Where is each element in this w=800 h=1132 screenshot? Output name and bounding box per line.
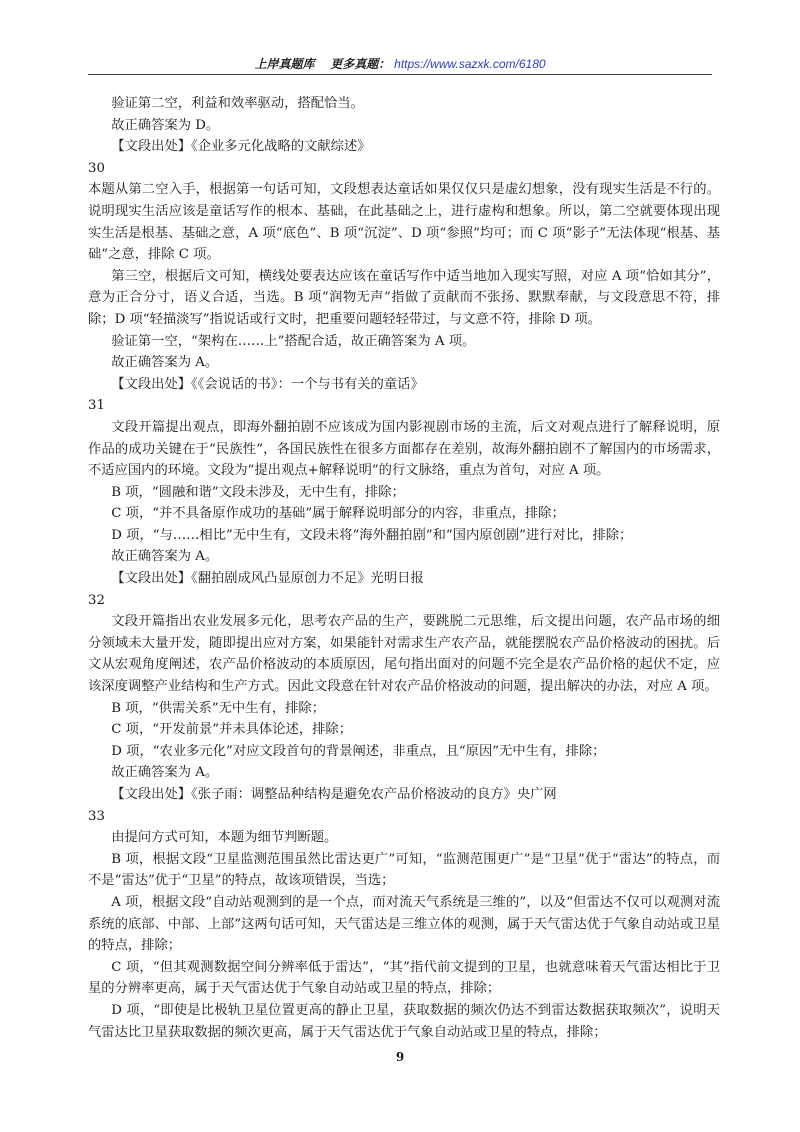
question-number: 33 xyxy=(88,808,105,824)
page-number: 9 xyxy=(395,1050,405,1064)
option-analysis: C 项，“但其观测数据空间分辨率低于雷达”，“其”指代前文提到的卫星，也就意味着天气雷达相比于卫星的分辨率更高，属于天气雷达优于气象自动站或卫星的特点，排除； xyxy=(88,959,720,997)
header-url-link[interactable]: https://www.sazxk.com/6180 xyxy=(394,57,546,71)
option-analysis: C 项，“并不具备原作成功的基础”属于解释说明部分的内容，非重点，排除； xyxy=(111,506,565,522)
answer-line: 故正确答案为 A。 xyxy=(111,549,219,565)
page-header xyxy=(88,56,712,72)
analysis-paragraph: 本题从第二空入手，根据第一句话可知，文段想表达童话如果仅仅只是虚幻想象，没有现实生活是不行的。说明现实生活应该是童话写作的根本、基础，在此基础之上，进行虚构和想象。所以，第二空就要体现出现实生活是根基、基础之意，A 项“底色”、B 项“沉淀”、D 项“参照”均可；而 C 项“影子”无法体现“根基、基础”之意，排除 C 项。 xyxy=(88,182,720,263)
option-analysis: B 项，根据文段“卫星监测范围虽然比雷达更广”可知，“监测范围更广”是“卫星”优于“雷达”的特点，而不是“雷达”优于“卫星”的特点，故该项错误，当选； xyxy=(88,851,720,889)
answer-line: 故正确答案为 D。 xyxy=(111,117,220,133)
option-analysis: C 项，“开发前景”并未具体论述，排除； xyxy=(111,722,353,738)
option-analysis: A 项，根据文段“自动站观测到的是一个点，而对流天气系统是三维的”，以及“但雷达不仅可以观测对流系统的底部、中部、上部”这两句话可知，天气雷达是三维立体的观测，属于天气雷达优于气象自动站或卫星的特点，排除； xyxy=(88,894,720,954)
analysis-paragraph: 验证第一空，“架构在……上”搭配合适，故正确答案为 A 项。 xyxy=(111,333,476,349)
option-analysis: D 项，“与……相比”无中生有，文段未将“海外翻拍剧”和“国内原创剧”进行对比，排除； xyxy=(111,527,633,543)
header-site-name: 上岸真题库 xyxy=(254,57,315,71)
analysis-paragraph: 文段开篇指出农业发展多元化，思考农产品的生产，要跳脱二元思维，后文提出问题，农产品市场的细分领域未大量开发，随即提出应对方案，如果能针对需求生产农产品，就能摆脱农产品价格波动的困扰。后文从宏观角度阐述，农产品价格波动的本质原因，尾句指出面对的问题不完全是农产品价格的起伏不定，应该深度调整产业结构和生产方式。因此文段意在针对农产品价格波动的问题，提出解决的办法，对应 A 项。 xyxy=(88,614,720,695)
question-number: 32 xyxy=(88,592,105,608)
source-line: 【文段出处】《企业多元化战略的文献综述》 xyxy=(111,139,371,155)
verify-second-blank: 验证第二空，利益和效率驱动，搭配恰当。 xyxy=(111,96,364,111)
source-line: 【文段出处】《张子雨：调整品种结构是避免农产品价格波动的良方》央广网 xyxy=(111,787,557,802)
header-divider xyxy=(88,74,712,75)
source-line: 【文段出处】《翻拍剧成风凸显原创力不足》光明日报 xyxy=(111,571,424,587)
option-analysis: B 项，“圆融和谐”文段未涉及，无中生有，排除； xyxy=(111,484,405,500)
header-more-label: 更多真题： xyxy=(330,57,391,71)
answer-line: 故正确答案为 A。 xyxy=(111,765,219,781)
option-analysis: B 项，“供需关系”无中生有，排除； xyxy=(111,700,326,716)
source-line: 【文段出处】《《会说话的书》：一个与书有关的童话》 xyxy=(111,376,424,392)
option-analysis: D 项，“即使是比极轨卫星位置更高的静止卫星，获取数据的频次仍达不到雷达数据获取频次”，说明天气雷达比卫星获取数据的频次更高，属于天气雷达优于气象自动站或卫星的特点，排除； xyxy=(88,1002,720,1040)
analysis-paragraph: 第三空，根据后文可知，横线处要表达应该在童话写作中适当地加入现实写照，对应 A 项“恰如其分”，意为正合分寸，语义合适，当选。B 项“润物无声”指做了贡献而不张扬、默默奉献，与文段意思不符，排除；D 项“轻描淡写”指说话或行文时，把重要问题轻轻带过，与文意不符，排除 D 项。 xyxy=(88,268,720,327)
question-number: 31 xyxy=(88,398,105,414)
answer-line: 故正确答案为 A。 xyxy=(111,355,219,371)
option-analysis: D 项，“农业多元化”对应文段首句的背景阐述，非重点，且“原因”无中生有，排除； xyxy=(111,743,606,759)
question-number: 30 xyxy=(88,160,105,176)
document-body xyxy=(88,93,720,1043)
analysis-paragraph: 由提问方式可知，本题为细节判断题。 xyxy=(111,830,338,846)
analysis-paragraph: 文段开篇提出观点，即海外翻拍剧不应该成为国内影视剧市场的主流，后文对观点进行了解释说明，原作品的成功关键在于“民族性”，各国民族性在很多方面都存在差别，故海外翻拍剧不了解国内的市场需求，不适应国内的环境。文段为“提出观点+解释说明”的行文脉络，重点为首句，对应 A 项。 xyxy=(88,419,720,479)
